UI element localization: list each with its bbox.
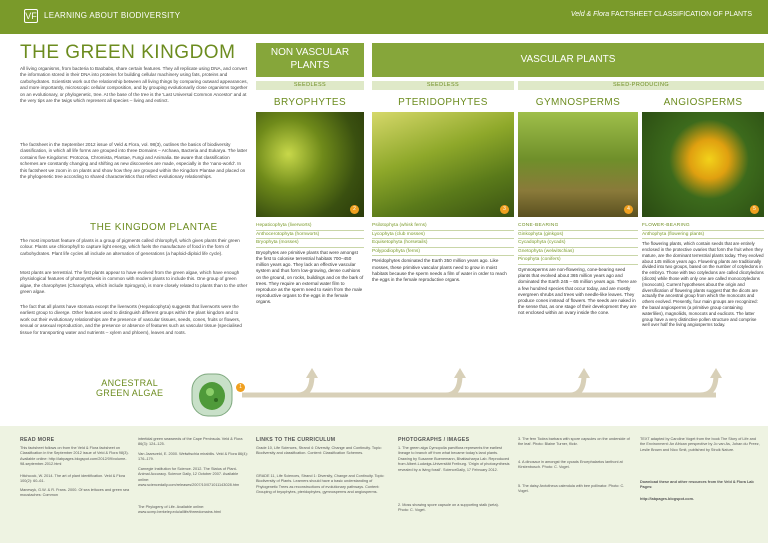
bryophytes-column (256, 222, 364, 306)
pteridophytes-title: PTERIDOPHYTES (372, 94, 514, 112)
read-more-text-5: Van Jaarsveld, E. 2000. Welwitschia mirabilis. Veld & Flora 86(4): 176–179. (138, 452, 248, 462)
kingdom-title: THE KINGDOM PLANTAE (90, 222, 218, 233)
list-item: Anthocerotophyta (hornworts) (256, 231, 364, 240)
kingdom-paragraph-3: The fact that all plants have stomata except the liverworts (Hepaticophyta) suggests that liverworts were the earliest group to diverge. Other features used to distinguish different groups within the plant kingdom and to work out their evolutionary relationships are the presence of vascular tissues, seeds, cones, fruits or flowers, sexual or asexual reproduction, and the presence or absence of features such as vascular tissue (specialised tissue for transporting water and nutrients – xylem and phloem), leaves and roots. (20, 304, 242, 335)
vascular-seedless-label: SEEDLESS (372, 81, 514, 90)
vascular-header: VASCULAR PLANTS (372, 43, 764, 77)
badge-2: 2 (350, 205, 359, 214)
photos-text-3: 3. The fern Todea barbara with spore capsules on the underside of the leaf. Photo: Blaine Turner, flickr. (518, 437, 630, 447)
download-text: Download these and other resources from the Veld & Flora Lab Pages: (640, 480, 754, 490)
read-more-text-6: Carnegie Institution for Science. 2012. The Status of Plant-Animal Accuracy. Science Daily, 12 October 2007. Available online: www.sciencedaily.com/releases/2007/10/071011143028.htm (138, 467, 240, 488)
list-item: Cycadophyta (cycads) (518, 239, 638, 248)
bryophytes-description: Bryophytes are primitive plants that were amongst the first to colonise terrestrial habitats 700–450 million years ago. They lack an effective vascular system and thus form low-growing, dense cushions on the ground, on rocks, buildings and on the bark of trees. They require an external water film to reproduce as the sperm need to swim from the male reproductive organs to the eggs in the female organs. (256, 249, 364, 305)
list-item: Hepaticophyta (liverworts) (256, 222, 364, 231)
pteridophytes-description: Pteridophytes dominated the Earth 350 million years ago. Like mosses, these primitive vascular plants need to grow in moist habitats because the sperm needs a film of water in order to reach the eggs in the female reproductive organs. (372, 258, 507, 282)
read-more-heading: READ MORE (20, 437, 55, 443)
badge-1: 1 (236, 383, 245, 392)
list-item: Psilotophyta (whisk ferns) (372, 222, 514, 231)
daisy-photo (642, 112, 764, 217)
intro-paragraph-2: The factsheet in the September 2012 issue of Veld & Flora, vol. 98(3), outlines the basics of biodiversity classification, in which all life forms are grouped into three Domains – Archaea, Bacteria and Eukarya. The latter contains five Kingdoms: Protozoa, Chromista, Plantae, Fungi and Animalia. Be aware that classification schemes are constantly changing and shifting as new discoveries are made, especially in the 'nano-world'. In this factsheet we zoom in on plants and show how they are grouped within the Kingdom Plantae and placed on the phylogenetic tree according to shared characteristics that reflect evolutionary relationships. (20, 142, 248, 180)
seed-producing-label: SEED-PRODUCING (518, 81, 764, 90)
photos-text-4: 4. A dinosaur in amongst the cycads Encephalartos lanthoni at Kirstenbosch. Photo: C. Voget. (518, 460, 623, 470)
read-more-text-3: Manewyk, G.W. & R. Frans. 2000. Of sea lettuces and green sea moustaches: Common (20, 488, 130, 498)
moss-photo (256, 112, 364, 217)
read-more-text-7: The Phylogeny of Life. Available online: www.ucmp.berkeley.edu/alllife/threedomains.html (138, 505, 221, 515)
veld-flora-logo-icon: VF (25, 11, 37, 21)
badge-3: 3 (500, 205, 509, 214)
kingdom-paragraph-2: Most plants are terrestrial. The first plants appear to have evolved from the green algae, which have enough physiological features of photosynthesis in common with modern plants to include this. One group of green algae, the charophytes (Charophyta, which include Spirogyra), is more closely related to plants than to the other green algae. (20, 270, 248, 295)
gymnosperms-title: GYMNOSPERMS (518, 94, 638, 112)
angiosperms-description: The flowering plants, which contain seeds that are entirely enclosed in the protective ovaries that form the fruit when they mature, are the dominant terrestrial plants today. They evolved about 145 million years ago. Flowering plants are traditionally divided into two groups, based on the number of cotyledons in the embryo. Those with two cotyledons are called dicotyledons (dicots) while those with only one are called monocotyledons (monocots). Current hypotheses about the origin and diversification of flowering plants suggest that the dicots are actually the ancestral group from which the monocots and others evolved. Presently, four main groups are recognized: the basal angiosperms (a primitive group containing waterlilies), magnoliids, monocots and eudicots. The latter group have a very distinctive pollen structure and comprise well over half the living angiosperms today. (642, 241, 764, 328)
list-item: Bryophyta (mosses) (256, 239, 364, 248)
curriculum-heading: LINKS TO THE CURRICULUM (256, 437, 336, 443)
bryophytes-title: BRYOPHYTES (256, 94, 364, 112)
angiosperms-column (642, 222, 764, 328)
curriculum-text-1: Grade 10, Life Sciences, Strand 4: Diversity, Change and Continuity. Topic: Biodiversity and classification. Content: Classification Schemes. (256, 446, 382, 456)
gymnosperms-description: Gymnosperms are non-flowering, cone-bearing seed plants that evolved about 365 million years ago and dominated the Earth 245 – 65 million years ago. There are a few hundred species that occur today, and are mostly evergreen shrubs and trees with needle-like leaves. They produce cones instead of flowers. The seeds are naked in the sense that, as one stage of their development they are not enclosed within an ovary inside the cone. (518, 266, 637, 316)
nonvascular-seedless-label: SEEDLESS (256, 81, 364, 90)
list-item: Pinophyta (conifers) (518, 256, 638, 265)
gymnosperms-column (518, 222, 638, 317)
badge-5: 5 (750, 205, 759, 214)
page-title: THE GREEN KINGDOM (20, 42, 236, 63)
fern-photo (372, 112, 514, 217)
angiosperms-title: ANGIOSPERMS (642, 94, 764, 112)
photos-heading: PHOTOGRAPHS / IMAGES (398, 437, 470, 443)
curriculum-text-2: GRADE 11, Life Sciences, Strand 1: Diversity, Change and Continuity. Topic: Biodiversity of Plants. Learners should have a basic understanding of Phylogenetic Trees as reconstructions of evolutionary pathways. Content: Grouping of bryophytes, pteridophytes, gymnosperms and angiosperms. (256, 474, 385, 495)
cone-bearing-label: CONE-BEARING (518, 222, 638, 231)
series-title: Veld & Flora FACTSHEET CLASSIFICATION OF PLANTS (570, 11, 752, 18)
list-item: Polypodiophyta (ferns) (372, 248, 514, 257)
brand-title: LEARNING ABOUT BIODIVERSITY (44, 11, 181, 20)
ancestral-green-algae-label: ANCESTRAL GREEN ALGAE (96, 378, 164, 398)
list-item: Equisetophyta (horsetails) (372, 239, 514, 248)
photos-text-1: 1. The green alga Cymopolia parviflora represents the earliest lineage to branch off from what became today's land plants. Drawing by Susanne Buenemann, Bhattacharya Lab. Reproduced from Albert-Ludwigs-Universität Freiburg. 'Origin of photosynthesis revealed by a living fossil'. ScienceDaily, 17 February 2012. (398, 446, 510, 472)
photos-text-5: 5. The daisy Arctotheca calendula with bee pollinator. Photo: C. Voget. (518, 484, 625, 494)
read-more-text-4: intertidal green seaweeds of the Cape Peninsula. Veld & Flora 86(3): 124–125. (138, 437, 243, 447)
nonvascular-header: NON VASCULAR PLANTS (256, 43, 364, 77)
intro-paragraph-1: All living organisms, from bacteria to Baobabs, share certain features. They all replicate using DNA, and convert the information stored in their DNA into proteins for building cellular machinery using fats, proteins and carbohydrates. Scientists work out the relationship between all living things by comparing outward appearances, and more importantly, microscopic cellular composition, and by grouping evolutionarily close organisms together on an evolutionary, or phylogenetic, tree. At the base of the tree is the 'Last Universal Common Ancestor' and at the very tips are the twigs which represent all species – living and extinct. (20, 66, 248, 104)
green-alga-illustration (180, 370, 242, 420)
list-item: Lycophyta (club mosses) (372, 231, 514, 240)
read-more-text-1: This factsheet follows on from the Veld & Flora factsheet on Classification in the September 2012 issue of Veld & Flora 98(3). Available online: http://labpages.blogspot.com/2012/09/volume-98-september-2012.html (20, 446, 129, 467)
badge-4: 4 (624, 205, 633, 214)
list-item: Anthophyta (flowering plants) (642, 231, 764, 240)
credit-text: TEXT adapted by Caroline Voget from the book The Story of Life and the Environment: An African perspective by Jo van As, Johan du Preez, Leslie Brown and Nico Smit, published by Struik Nature. (640, 437, 760, 452)
photos-text-2: 2. Moss showing spore capsule on a supporting stalk (seta). Photo: C. Voget. (398, 503, 499, 513)
list-item: Gnetophyta (welwitschias) (518, 248, 638, 257)
cycad-photo (518, 112, 638, 217)
kingdom-paragraph-1: The most important feature of plants is a group of pigments called chlorophyll, which gives plants their green colour. Plants use chlorophyll to capture light energy, which fuels the manufacture of food in the form of carbohydrates. Plant life cycles all include an alternation of generations (a haploid-diploid life cycle). (20, 238, 240, 256)
labpages-link[interactable]: http://labpages.blogspot.com. (640, 497, 694, 501)
pteridophytes-column (372, 222, 514, 283)
flower-bearing-label: FLOWER-BEARING (642, 222, 764, 231)
read-more-text-2: Hitchcock, W. 2014. The art of plant identification. Veld & Flora 100(2): 60–61. (20, 474, 126, 484)
list-item: Ginkophyta (ginkgos) (518, 231, 638, 240)
